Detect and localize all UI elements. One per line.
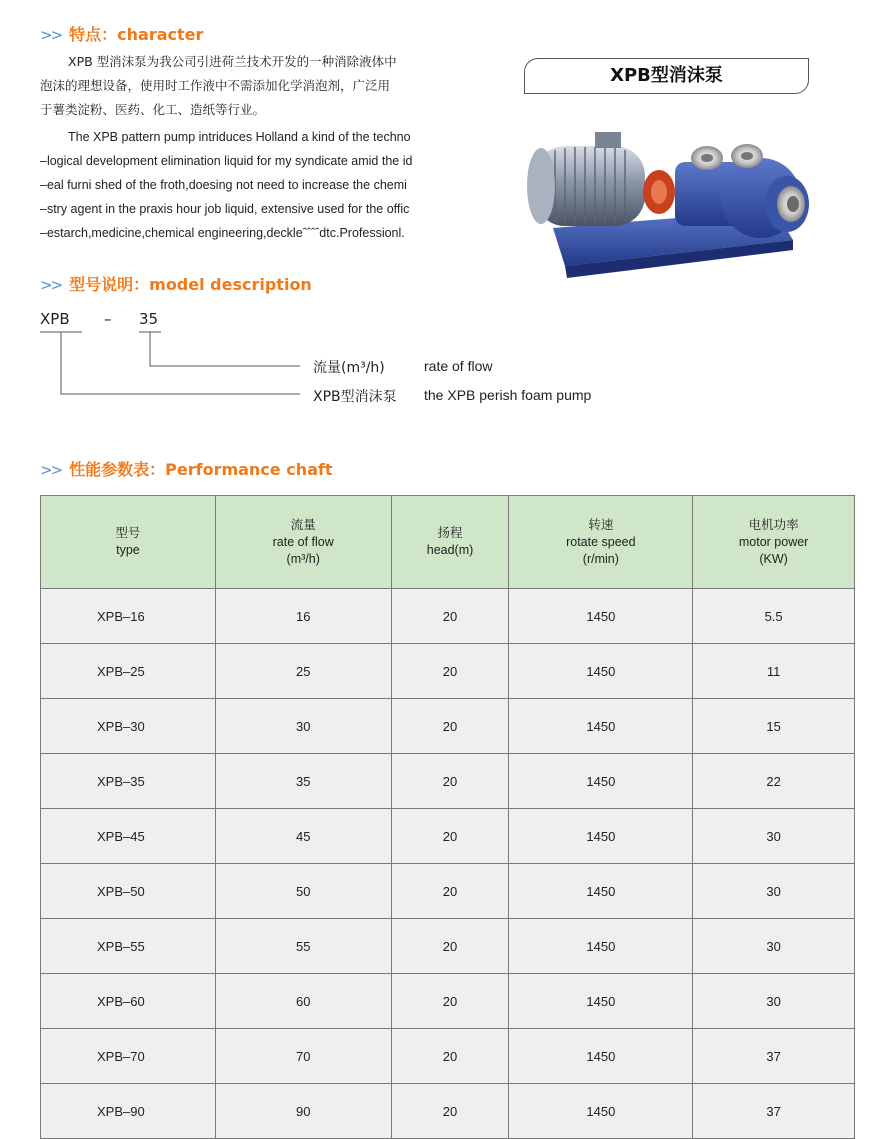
cell-type: XPB–60 [41, 974, 216, 1029]
header-flow-unit: (m³/h) [286, 551, 320, 566]
cell-power: 37 [693, 1084, 855, 1139]
header-type [41, 496, 216, 589]
pump-illustration-icon [525, 118, 815, 298]
cell-speed: 1450 [509, 974, 693, 1029]
model-code-number: 35 [139, 310, 159, 328]
cell-type: XPB–70 [41, 1029, 216, 1084]
cell-flow: 45 [215, 809, 391, 864]
product-title: XPB型消沫泵 [524, 58, 809, 94]
cell-type: XPB–16 [41, 589, 216, 644]
cell-flow: 30 [215, 699, 391, 754]
cell-type: XPB–90 [41, 1084, 216, 1139]
cell-power: 22 [693, 754, 855, 809]
cell-power: 30 [693, 974, 855, 1029]
flow-label-cn: 流量(m³/h) [313, 360, 385, 376]
en-line: –logical development elimination liquid for my syndicate amid the id [40, 154, 413, 168]
cell-head: 20 [391, 644, 509, 699]
cell-head: 20 [391, 919, 509, 974]
cell-power: 37 [693, 1029, 855, 1084]
cell-head: 20 [391, 589, 509, 644]
cell-flow: 90 [215, 1084, 391, 1139]
cell-type: XPB–25 [41, 644, 216, 699]
cn-line: XPB 型消沫泵为我公司引进荷兰技术开发的一种消除液体中 [68, 54, 397, 69]
cell-speed: 1450 [509, 864, 693, 919]
model-code-prefix: XPB [40, 310, 70, 328]
cell-power: 30 [693, 809, 855, 864]
cell-speed: 1450 [509, 589, 693, 644]
cell-flow: 70 [215, 1029, 391, 1084]
chevron-icon: >> [40, 276, 62, 294]
cell-type: XPB–55 [41, 919, 216, 974]
cell-speed: 1450 [509, 809, 693, 864]
cell-head: 20 [391, 864, 509, 919]
header-flow [215, 496, 391, 589]
cell-power: 11 [693, 644, 855, 699]
cell-power: 15 [693, 699, 855, 754]
table-row [41, 754, 855, 809]
chevron-icon: >> [40, 461, 62, 479]
header-type-cn: 型号 [115, 526, 141, 540]
cell-speed: 1450 [509, 699, 693, 754]
cn-line: 泡沫的理想设备，使用时工作液中不需添加化学消泡剂，广泛用 [40, 78, 391, 93]
cell-head: 20 [391, 1029, 509, 1084]
cell-type: XPB–50 [41, 864, 216, 919]
pump-label-en: the XPB perish foam pump [424, 387, 592, 403]
header-head-cn: 扬程 [437, 526, 463, 540]
cell-head: 20 [391, 1084, 509, 1139]
performance-table [40, 495, 855, 1139]
table-row [41, 864, 855, 919]
model-code-dash: – [104, 310, 112, 328]
cell-flow: 16 [215, 589, 391, 644]
header-head [391, 496, 509, 589]
header-head-en: head(m) [426, 543, 474, 557]
header-power [693, 496, 855, 589]
table-row [41, 919, 855, 974]
header-flow-cn: 流量 [290, 517, 316, 532]
cell-type: XPB–45 [41, 809, 216, 864]
table-row [41, 644, 855, 699]
character-heading [40, 22, 203, 45]
table-row [41, 809, 855, 864]
table-row [41, 1029, 855, 1084]
cell-speed: 1450 [509, 1029, 693, 1084]
cell-flow: 35 [215, 754, 391, 809]
header-power-unit: (KW) [759, 551, 788, 566]
cell-power: 5.5 [693, 589, 855, 644]
character-cn-paragraph [40, 50, 452, 122]
cell-head: 20 [391, 809, 509, 864]
cell-head: 20 [391, 754, 509, 809]
model-heading [40, 272, 312, 295]
flow-label-en: rate of flow [424, 358, 493, 374]
cell-type: XPB–30 [41, 699, 216, 754]
chevron-icon: >> [40, 26, 62, 44]
header-speed-en: rotate speed [566, 534, 636, 549]
table-row [41, 1084, 855, 1139]
header-speed [509, 496, 693, 589]
header-speed-unit: (r/min) [582, 551, 619, 566]
cn-line: 于薯类淀粉、医药、化工、造纸等行业。 [40, 102, 266, 117]
character-heading-text: 特点：character [69, 25, 204, 44]
en-line: –estarch,medicine,chemical engineering,deckleˆˆˆˆdtc.Professionl. [40, 226, 405, 240]
cell-flow: 50 [215, 864, 391, 919]
cell-speed: 1450 [509, 919, 693, 974]
header-type-en: type [116, 543, 140, 557]
en-line: –eal furni shed of the froth,doesing not need to increase the chemi [40, 178, 407, 192]
table-row [41, 699, 855, 754]
table-header-row [41, 496, 855, 589]
cell-type: XPB–35 [41, 754, 216, 809]
cell-flow: 25 [215, 644, 391, 699]
header-flow-en: rate of flow [272, 534, 334, 549]
en-line: The XPB pattern pump intriduces Holland a kind of the techno [68, 130, 411, 144]
cell-power: 30 [693, 919, 855, 974]
cell-speed: 1450 [509, 644, 693, 699]
cell-power: 30 [693, 864, 855, 919]
pump-label-cn: XPB型消沫泵 [313, 389, 397, 405]
table-row [41, 974, 855, 1029]
header-power-en: motor power [738, 534, 809, 549]
performance-heading [40, 457, 333, 480]
en-line: –stry agent in the praxis hour job liquid, extensive used for the offic [40, 202, 410, 216]
table-row [41, 589, 855, 644]
model-heading-text: 型号说明：model description [69, 275, 312, 294]
header-speed-cn: 转速 [588, 517, 614, 532]
cell-head: 20 [391, 974, 509, 1029]
character-en-paragraph [40, 125, 452, 245]
cell-flow: 55 [215, 919, 391, 974]
cell-head: 20 [391, 699, 509, 754]
header-power-cn: 电机功率 [748, 517, 799, 532]
cell-speed: 1450 [509, 1084, 693, 1139]
cell-speed: 1450 [509, 754, 693, 809]
cell-flow: 60 [215, 974, 391, 1029]
performance-heading-text: 性能参数表：Performance chaft [69, 460, 333, 479]
